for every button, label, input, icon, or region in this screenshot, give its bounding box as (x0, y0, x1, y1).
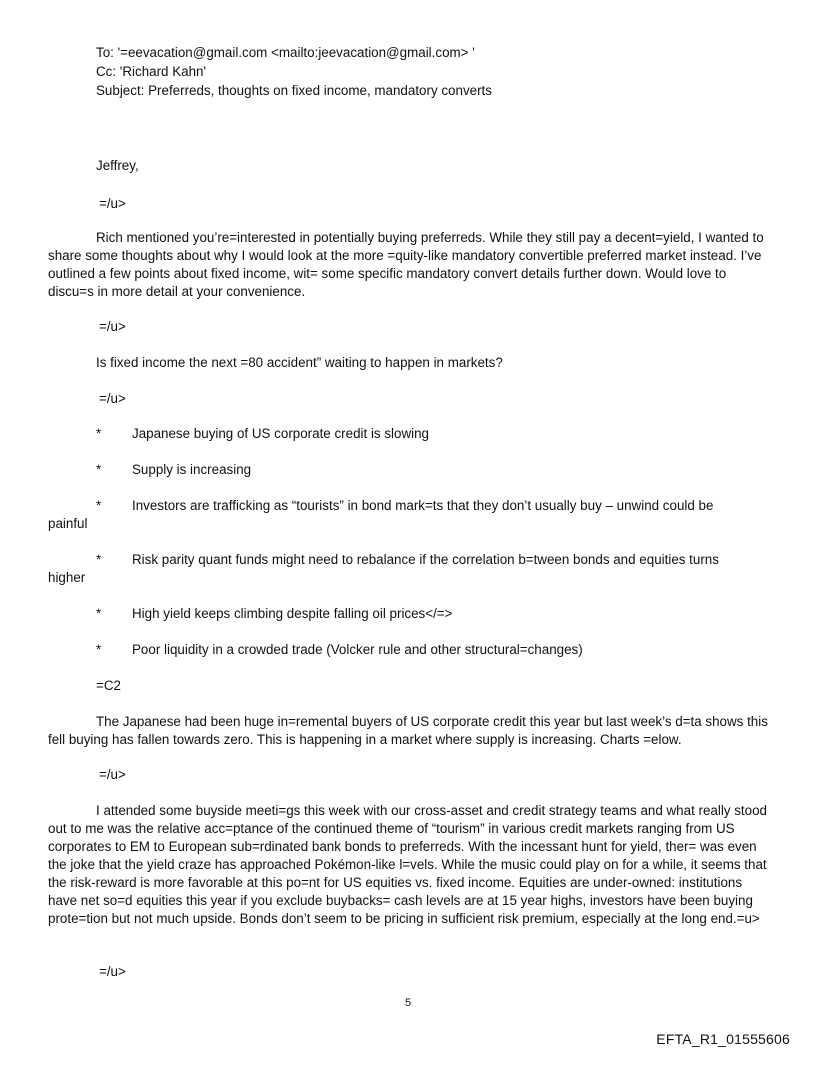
bullet-item: Investors are trafficking as “tourists” in bond mark=ts that they don’t usually buy – unwind could be (132, 498, 714, 513)
paragraph-intro: Rich mentioned you’re=interested in potentially buying preferreds. While they still pay a decent=yield, I wanted to share some thoughts about why I would look at the more =quity-like mandatory convertible preferred market instead. I’ve outlined a few points about fixed income, wit= some specific mandatory convert details further down. Would love to discu=s in more detail at your convenience. (48, 230, 764, 299)
paragraph-japanese-buying: The Japanese had been huge in=remental buyers of US corporate credit this year but last week’s d=ta shows this fell buying has fallen towards zero. This is happening in a market where supply is increasing. Charts =elow. (48, 714, 768, 747)
bullet-marker: * (96, 426, 102, 441)
bullet-marker: * (96, 552, 102, 567)
bullet-item: Poor liquidity in a crowded trade (Volcker rule and other structural=changes) (132, 642, 583, 657)
bullet-item: Risk parity quant funds might need to rebalance if the correlation b=tween bonds and equities turns (132, 552, 719, 567)
bullet-marker: * (96, 642, 102, 657)
bullet-item-continuation: higher (48, 570, 86, 585)
email-to-line: To: '=eevacation@gmail.com <mailto:jeevacation@gmail.com> ' (96, 45, 475, 60)
email-cc-line: Cc: 'Richard Kahn' (96, 64, 207, 79)
bullet-item-continuation: painful (48, 516, 88, 531)
bullet-item: Japanese buying of US corporate credit is slowing (132, 426, 429, 441)
greeting: Jeffrey, (96, 158, 139, 173)
bullet-marker: * (96, 462, 102, 477)
spacer-marker: =/u> (99, 319, 126, 334)
bates-number: EFTA_R1_01555606 (656, 1031, 790, 1047)
email-subject-line: Subject: Preferreds, thoughts on fixed income, mandatory converts (96, 83, 492, 98)
bullet-item: High yield keeps climbing despite falling oil prices</=> (132, 606, 453, 621)
spacer-marker: =/u> (99, 964, 126, 979)
encoding-marker: =C2 (96, 678, 121, 693)
spacer-marker: =/u> (99, 196, 126, 211)
section-question: Is fixed income the next =80 accident” waiting to happen in markets? (96, 355, 503, 370)
page-number: 5 (404, 997, 412, 1009)
spacer-marker: =/u> (99, 391, 126, 406)
bullet-item: Supply is increasing (132, 462, 252, 477)
paragraph-buyside-meetings: I attended some buyside meeti=gs this week with our cross-asset and credit strategy teams and what really stood out to me was the relative acc=ptance of the continued theme of “tourism” in various credit markets ranging from US corporates to EM to European sub=rdinated bank bonds to preferreds. With the incessant hunt for yield, ther= was even the joke that the yield craze has approached Pokémon-like l=vels. While the music could play on for a while, it seems that the risk-reward is more favorable at this po=nt for US equities vs. fixed income. Equities are under-owned: institutions have net so=d equities this year if you exclude buybacks= cash levels are at 15 year highs, investors have been buying prote=tion but not much upside. Bonds don’t seem to be pricing in sufficient risk premium, especially at the long end.=u> (48, 803, 767, 926)
bullet-marker: * (96, 606, 102, 621)
spacer-marker: =/u> (99, 767, 126, 782)
bullet-marker: * (96, 498, 102, 513)
